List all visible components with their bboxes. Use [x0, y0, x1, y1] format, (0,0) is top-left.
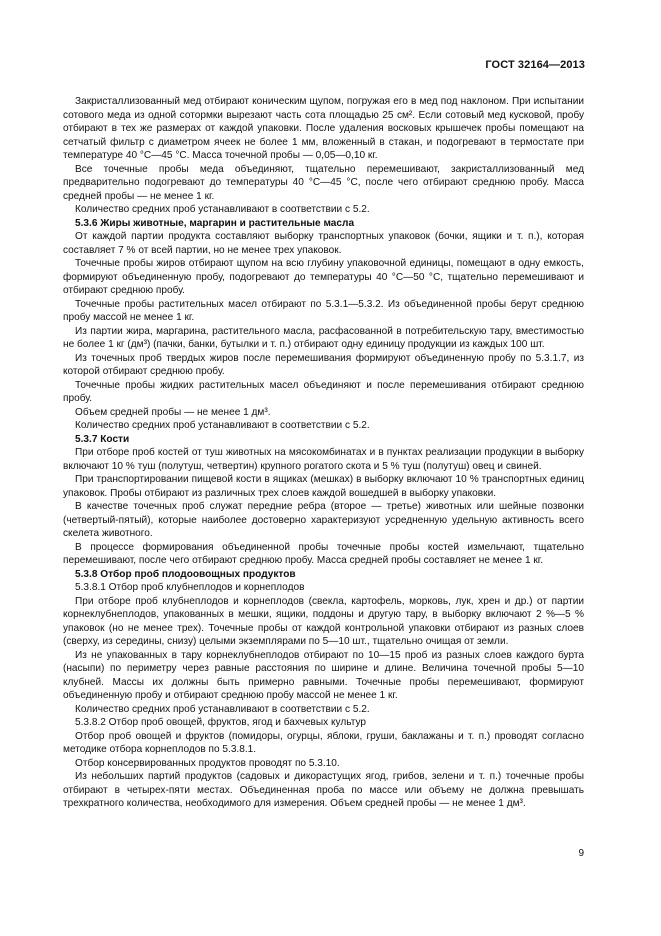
page-body — [63, 95, 584, 811]
paragraph: Из партии жира, маргарина, растительного масла, расфасованной в потребительскую тару, вместимостью не более 1 кг (дм³) (пачки, банки, бутылки и т. п.) отбирают одну единицу продукции из каждых 100 шт. — [63, 325, 584, 350]
paragraph: Отбор проб овощей и фруктов (помидоры, огурцы, яблоки, груши, баклажаны и т. п.) проводят согласно методике отбора корнеплодов по 5.3.8.1. — [63, 730, 584, 755]
paragraph: Количество средних проб устанавливают в соответствии с 5.2. — [75, 204, 370, 215]
paragraph: Точечные пробы растительных масел отбирают по 5.3.1—5.3.2. Из объединенной пробы берут среднюю пробу массой не менее 1 кг. — [63, 298, 584, 323]
page-number: 9 — [578, 848, 584, 859]
section-heading: 5.3.7 Кости — [75, 433, 130, 445]
section-heading: 5.3.8 Отбор проб плодоовощных продуктов — [75, 568, 296, 580]
paragraph: Все точечные пробы меда объединяют, тщательно перемешивают, закристаллизованный мед предварительно подогревают до температуры 40 °С—45 °С, после чего отбирают среднюю пробу. Масса средней пробы — не менее 1 кг. — [63, 163, 584, 202]
paragraph: Из не упакованных в тару корнеклубнеплодов отбирают по 10—15 проб из разных слоев каждого бурта (насыпи) по периметру через равные расстояния по ширине и длине. Величина точечной пробы 5—10 клубней. Массы их должны быть примерно равными. Точечные пробы перемешивают, формируют объединенную пробу и отбирают среднюю пробу массой не менее 1 кг. — [63, 649, 584, 701]
paragraph: При отборе проб клубнеплодов и корнеплодов (свекла, картофель, морковь, лук, хрен и др.) от партии корнеклубнеплодов, упакованных в мешки, ящики, поддоны и другую тару, в выборку включают 2 %—5 % упаковок (но не менее трех). Точечные пробы от каждой контрольной упаковки отбирают из разных слоев (сверху, из середины, снизу) целыми экземплярами по 5—10 шт., тщательно очищая от земли. — [63, 595, 584, 647]
paragraph: Из небольших партий продуктов (садовых и дикорастущих ягод, грибов, зелени и т. п.) точечные пробы отбирают в четырех-пяти местах. Объединенная проба по массе или объему не должна превышать трехкратного количества, необходимого для измерения. Объем средней пробы — не менее 1 дм³. — [63, 771, 584, 809]
paragraph: От каждой партии продукта составляют выборку транспортных упаковок (бочки, ящики и т. п.), которая составляет 7 % от всей партии, но не менее трех упаковок. — [63, 231, 584, 256]
paragraph: При отборе проб костей от туш животных на мясокомбинатах и в пунктах реализации продукции в выборку включают 10 % туш (полутуш, четвертин) крупного рогатого скота и 5 % туш (полутуш) овец и свиней. — [63, 447, 584, 472]
subsection-heading: 5.3.8.1 Отбор проб клубнеплодов и корнеплодов — [75, 582, 305, 593]
paragraph: Точечные пробы жидких растительных масел объединяют и после перемешивания отбирают среднюю пробу. — [63, 379, 584, 404]
paragraph: Из точечных проб твердых жиров после перемешивания формируют объединенную пробу по 5.3.1.7, из которой отбирают среднюю пробу. — [63, 352, 584, 377]
paragraph: Объем средней пробы — не менее 1 дм³. — [75, 406, 271, 418]
paragraph: При транспортировании пищевой кости в ящиках (мешках) в выборку включают 10 % транспортных единиц упаковок. Пробы отбирают из различных трех слоев каждой вошедшей в выборку упаковки. — [63, 474, 584, 499]
paragraph: Отбор консервированных продуктов проводят по 5.3.10. — [75, 757, 340, 769]
document-header: ГОСТ 32164—2013 — [485, 59, 585, 71]
paragraph: В качестве точечных проб служат передние ребра (второе — третье) животных или шейные позвонки (четвертый-пятый), которые наиболее достоверно характеризуют усредненную удельную активность всего скелета животного. — [63, 501, 584, 539]
section-heading: 5.3.6 Жиры животные, маргарин и растительные масла — [75, 217, 355, 229]
paragraph: Закристаллизованный мед отбирают коническим щупом, погружая его в мед под наклоном. При испытании сотового меда из одной сотормки вырезают часть сота площадью 25 см². Если сотовый мед кусковой, пробу отбирают в тех же размерах от каждой упаковки. После удаления восковых крышечек пробы помещают на сетчатый фильтр с диаметром ячеек не более 1 мм, вложенный в стакан, и подогревают в термостате при температуре 40 °С—45 °С. Масса точечной пробы — 0,05—0,10 кг. — [63, 96, 584, 161]
paragraph: Количество средних проб устанавливают в соответствии с 5.2. — [75, 703, 370, 715]
paragraph: Количество средних проб устанавливают в соответствии с 5.2. — [75, 420, 370, 431]
paragraph: В процессе формирования объединенной пробы точечные пробы костей измельчают, тщательно перемешивают, после чего отбирают среднюю пробу. Масса средней пробы составляет не менее 1 кг. — [63, 541, 584, 566]
subsection-heading: 5.3.8.2 Отбор проб овощей, фруктов, ягод и бахчевых культур — [75, 717, 367, 728]
paragraph: Точечные пробы жиров отбирают щупом на всю глубину упаковочной единицы, помещают в одну емкость, формируют объединенную пробу, подогревают до температуры 40 °С—50 °С, тщательно перемешивают и отбирают среднюю пробу. — [63, 258, 584, 296]
